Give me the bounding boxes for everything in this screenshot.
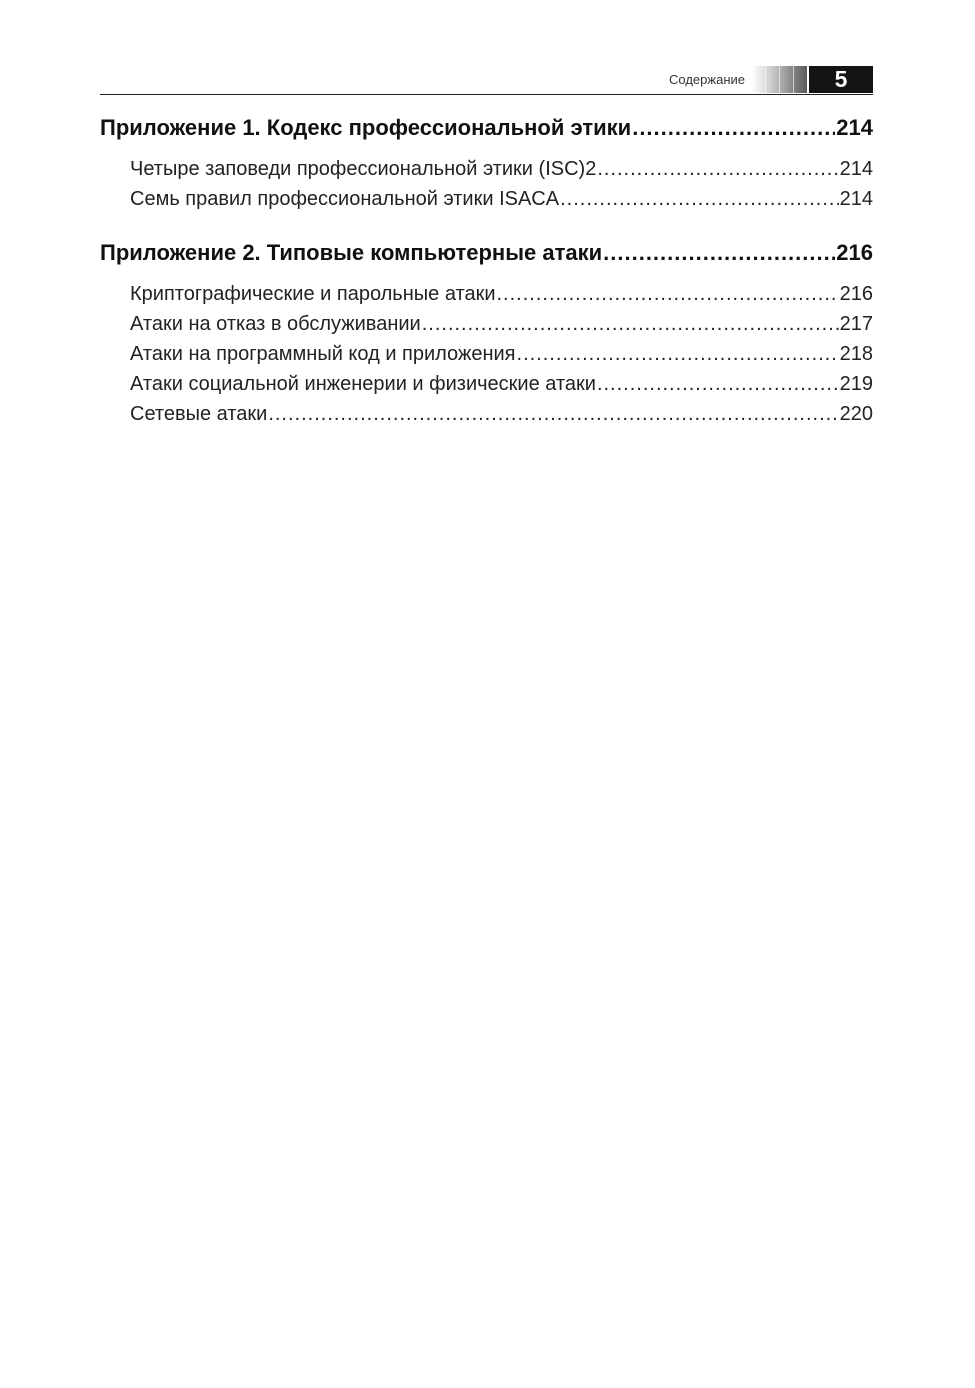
header-gradient-bar — [751, 66, 807, 93]
dot-leader — [560, 184, 839, 214]
toc-sub-entry — [100, 339, 873, 369]
toc-entry-page: 219 — [839, 373, 873, 395]
toc-entry-page: 217 — [839, 313, 873, 335]
toc-sub-entry — [100, 309, 873, 339]
toc-entry-title: Приложение 2. Типовые компьютерные атаки — [100, 240, 603, 265]
toc-sub-entry — [100, 184, 873, 214]
toc-section — [100, 237, 873, 429]
dot-leader — [517, 339, 839, 369]
toc-main-entry — [100, 112, 873, 144]
toc-entry-title: Атаки на отказ в обслуживании — [130, 313, 421, 335]
dot-leader — [422, 309, 839, 339]
dot-leader — [268, 399, 838, 429]
toc-entry-page: 214 — [836, 115, 873, 140]
toc-entry-title: Приложение 1. Кодекс профессиональной этики — [100, 115, 632, 140]
dot-leader — [597, 369, 839, 399]
running-header-title: Содержание — [669, 72, 745, 87]
toc-entry-page: 220 — [839, 403, 873, 425]
toc-sub-entry — [100, 154, 873, 184]
toc-entry-page: 216 — [839, 283, 873, 305]
toc-entry-page: 214 — [839, 188, 873, 210]
toc-entry-title: Атаки социальной инженерии и физические атаки — [130, 373, 596, 395]
toc-section — [100, 112, 873, 214]
toc-sub-entry — [100, 279, 873, 309]
toc-main-entry — [100, 237, 873, 269]
toc-entry-title: Атаки на программный код и приложения — [130, 343, 516, 365]
toc-entry-title: Семь правил профессиональной этики ISACA — [130, 188, 560, 210]
toc-sub-entry — [100, 369, 873, 399]
dot-leader — [497, 279, 839, 309]
dot-leader — [603, 237, 835, 269]
toc-sub-entry — [100, 399, 873, 429]
toc-entry-title: Криптографические и парольные атаки — [130, 283, 496, 305]
dot-leader — [632, 112, 835, 144]
toc-entry-title: Четыре заповеди профессиональной этики (ISC)2 — [130, 158, 597, 180]
table-of-contents — [100, 112, 873, 452]
toc-entry-page: 218 — [839, 343, 873, 365]
running-header — [100, 66, 873, 95]
toc-entry-page: 214 — [839, 158, 873, 180]
toc-entry-page: 216 — [836, 240, 873, 265]
toc-entry-title: Сетевые атаки — [130, 403, 268, 425]
dot-leader — [597, 154, 838, 184]
page-number: 5 — [809, 66, 873, 93]
